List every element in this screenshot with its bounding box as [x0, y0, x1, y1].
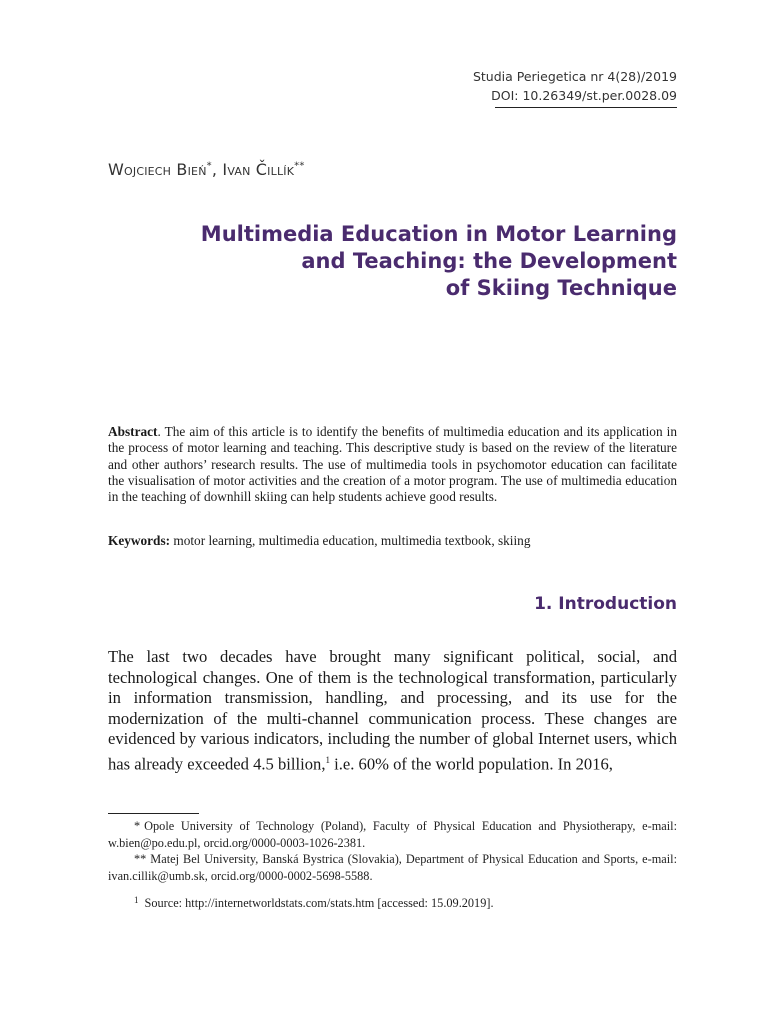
- section-heading: 1. Introduction: [534, 594, 677, 614]
- abstract-label: Abstract: [108, 424, 158, 439]
- footnote: [108, 892, 677, 912]
- paper-title: [160, 221, 677, 302]
- author-mark-1: *: [206, 160, 212, 172]
- author-mark-2: **: [294, 160, 305, 172]
- title-line: Multimedia Education in Motor Learning: [200, 222, 677, 246]
- abstract-text: . The aim of this article is to identify the benefits of multimedia education and its application in the process of motor learning and teaching. This descriptive study is based on the review of the literature and other authors’ research results. The use of multimedia tools in psychomotor education can facilitate the visualisation of motor activities and the creation of a motor program. The use of multimedia education in the teaching of downhill skiing can help students achieve good results.: [108, 424, 677, 505]
- keywords-label: Keywords:: [108, 533, 171, 548]
- footnote: [108, 818, 677, 851]
- author-name-2: Ivan Čillík: [222, 160, 295, 179]
- title-line: and Teaching: the Development: [301, 249, 677, 273]
- abstract: [108, 424, 677, 505]
- footnote-ref: 1: [325, 754, 330, 765]
- header-divider: [495, 107, 677, 108]
- footnote: [108, 851, 677, 884]
- keywords-text: motor learning, multimedia education, multimedia textbook, skiing: [170, 533, 531, 548]
- footnotes: [108, 818, 677, 912]
- footnote-mark: *: [134, 819, 141, 833]
- footnote-divider: [108, 813, 199, 814]
- doi: DOI: 10.26349/st.per.0028.09: [491, 88, 677, 103]
- footnote-text: Matej Bel University, Banská Bystrica (Slovakia), Department of Physical Education and Sports, e-mail: ivan.cillik@umb.sk, orcid.org/0000-0002-5698-5588.: [108, 852, 677, 883]
- journal-header: [473, 67, 677, 105]
- body-text-cont: i.e. 60% of the world population. In 2016,: [329, 754, 613, 774]
- authors: [108, 160, 305, 179]
- title-line: of Skiing Technique: [445, 276, 677, 300]
- author-name-1: Wojciech Bień: [108, 160, 207, 179]
- body-text: The last two decades have brought many significant political, social, and technological changes. One of them is the technological transformation, particularly in information transmission, handling, and processing, and its use for the modernization of the multi-channel communication process. These changes are evidenced by various indicators, including the number of global Internet users, which has already exceeded 4.5 billion,: [108, 647, 677, 774]
- body-paragraph: [108, 647, 677, 775]
- footnote-mark: **: [134, 852, 147, 866]
- footnote-text: Opole University of Technology (Poland), Faculty of Physical Education and Physiotherapy, e-mail: w.bien@po.edu.pl, orcid.org/0000-0003-1026-2381.: [108, 819, 677, 850]
- keywords: [108, 533, 677, 549]
- journal-name: Studia Periegetica nr 4(28)/2019: [472, 69, 677, 84]
- author-separator: ,: [211, 160, 223, 179]
- footnote-mark: 1: [134, 895, 139, 905]
- footnote-text: Source: http://internetworldstats.com/stats.htm [accessed: 15.09.2019].: [144, 896, 494, 910]
